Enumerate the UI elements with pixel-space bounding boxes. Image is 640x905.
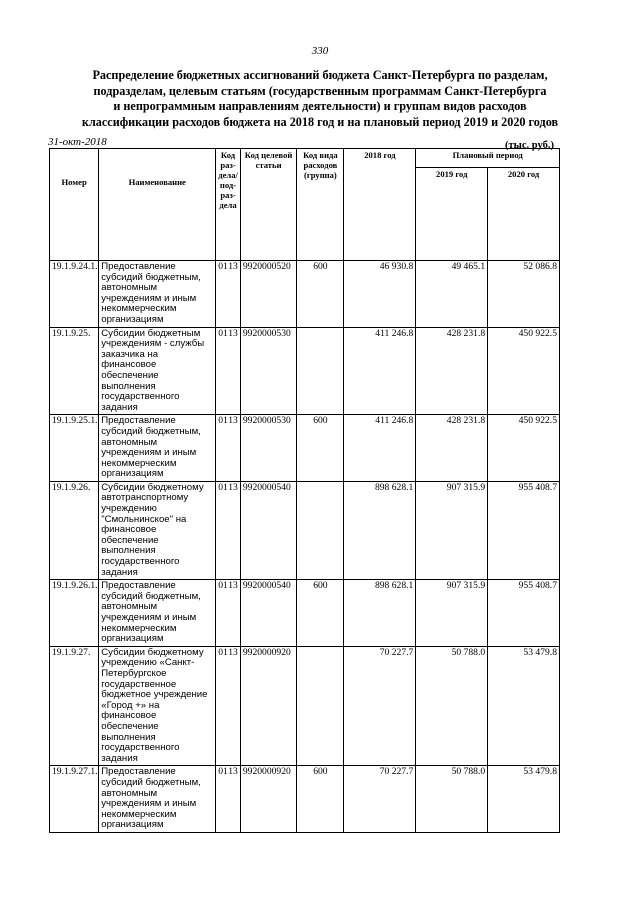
podrazdel-code: 13 <box>228 327 238 339</box>
row-amount-2020: 450 922.5 <box>488 415 560 482</box>
row-name: Предоставление субсидий бюджетным, автономным учреждениям и иным некоммерческим организациям <box>99 766 216 833</box>
row-number: 19.1.9.27.1. <box>50 766 99 833</box>
row-target-code: 9920000920 <box>240 646 296 766</box>
razdel-code: 01 <box>218 766 228 778</box>
row-section-code <box>216 415 241 482</box>
header-2018: 2018 год <box>344 149 416 261</box>
row-amount-2018: 898 628.1 <box>344 481 416 579</box>
row-amount-2018: 411 246.8 <box>344 415 416 482</box>
row-section-code <box>216 261 241 328</box>
row-target-code: 9920000520 <box>240 261 296 328</box>
table-body <box>50 261 560 833</box>
table-row <box>50 481 560 579</box>
title-line: подразделам, целевым статьям (государственным программам Санкт-Петербурга <box>93 83 547 98</box>
row-number: 19.1.9.27. <box>50 646 99 766</box>
row-section-code <box>216 766 241 833</box>
row-amount-2018: 70 227.7 <box>344 646 416 766</box>
header-section-code: Код раз-дела/ под-раз-дела <box>216 149 241 261</box>
razdel-code: 01 <box>218 646 228 658</box>
header-name: Наименование <box>99 149 216 261</box>
podrazdel-code: 13 <box>228 415 238 427</box>
row-amount-2020: 53 479.8 <box>488 646 560 766</box>
razdel-code: 01 <box>218 580 228 592</box>
razdel-code: 01 <box>218 415 228 427</box>
row-name: Предоставление субсидий бюджетным, автономным учреждениям и иным некоммерческим организациям <box>99 415 216 482</box>
row-name: Субсидии бюджетным учреждениям - службы заказчика на финансовое обеспечение выполнения государственного задания <box>99 327 216 415</box>
budget-table <box>49 148 560 833</box>
row-amount-2020: 955 408.7 <box>488 481 560 579</box>
podrazdel-code: 13 <box>228 481 238 493</box>
table-row <box>50 766 560 833</box>
row-expense-type <box>297 646 344 766</box>
row-amount-2020: 450 922.5 <box>488 327 560 415</box>
podrazdel-code: 13 <box>228 261 238 272</box>
row-amount-2019: 428 231.8 <box>416 327 488 415</box>
row-expense-type: 600 <box>297 415 344 482</box>
row-amount-2020: 52 086.8 <box>488 261 560 328</box>
header-2019: 2019 год <box>416 168 488 261</box>
row-expense-type <box>297 327 344 415</box>
razdel-code: 01 <box>218 261 228 272</box>
row-amount-2018: 70 227.7 <box>344 766 416 833</box>
row-target-code: 9920000920 <box>240 766 296 833</box>
row-name: Субсидии бюджетному учреждению «Санкт-Петербургское государственное бюджетное учреждение «Город +» на финансовое обеспечение выполнения государственного задания <box>99 646 216 766</box>
row-amount-2018: 411 246.8 <box>344 327 416 415</box>
header-number: Номер <box>50 149 99 261</box>
podrazdel-code: 13 <box>228 646 238 658</box>
row-name: Предоставление субсидий бюджетным, автономным учреждениям и иным некоммерческим организациям <box>99 580 216 647</box>
row-amount-2018: 898 628.1 <box>344 580 416 647</box>
row-target-code: 9920000530 <box>240 327 296 415</box>
table-row <box>50 327 560 415</box>
row-number: 19.1.9.25.1. <box>50 415 99 482</box>
table-row <box>50 646 560 766</box>
row-expense-type <box>297 481 344 579</box>
row-section-code <box>216 327 241 415</box>
row-number: 19.1.9.24.1. <box>50 261 99 328</box>
units-label: (тыс. руб.) <box>505 140 554 151</box>
razdel-code: 01 <box>218 481 228 493</box>
row-amount-2018: 46 930.8 <box>344 261 416 328</box>
row-amount-2019: 907 315.9 <box>416 481 488 579</box>
table-row <box>50 261 560 328</box>
title-line: Распределение бюджетных ассигнований бюджета Санкт-Петербурга по разделам, <box>92 68 548 82</box>
row-amount-2019: 428 231.8 <box>416 415 488 482</box>
row-amount-2020: 53 479.8 <box>488 766 560 833</box>
header-expense-type-code: Код вида расходов (группа) <box>297 149 344 261</box>
row-section-code <box>216 646 241 766</box>
table-row <box>50 580 560 647</box>
table-header <box>50 149 560 261</box>
row-name: Субсидии бюджетному автотранспортному учреждению "Смольнинское" на финансовое обеспечение выполнения государственного задания <box>99 481 216 579</box>
row-expense-type: 600 <box>297 261 344 328</box>
row-amount-2019: 50 788.0 <box>416 646 488 766</box>
row-amount-2019: 49 465.1 <box>416 261 488 328</box>
title-line: классификации расходов бюджета на 2018 год и на плановый период 2019 и 2020 годов <box>81 114 559 129</box>
row-target-code: 9920000540 <box>240 580 296 647</box>
row-target-code: 9920000540 <box>240 481 296 579</box>
row-amount-2019: 907 315.9 <box>416 580 488 647</box>
row-section-code <box>216 481 241 579</box>
row-amount-2019: 50 788.0 <box>416 766 488 833</box>
row-name: Предоставление субсидий бюджетным, автономным учреждениям и иным некоммерческим организациям <box>99 261 216 328</box>
header-plan-period: Плановый период <box>416 149 560 168</box>
header-2020: 2020 год <box>488 168 560 261</box>
document-title <box>60 68 580 130</box>
page-number: 330 <box>311 45 329 57</box>
row-amount-2020: 955 408.7 <box>488 580 560 647</box>
razdel-code: 01 <box>218 327 228 339</box>
row-target-code: 9920000530 <box>240 415 296 482</box>
podrazdel-code: 13 <box>228 766 238 778</box>
row-section-code <box>216 580 241 647</box>
row-number: 19.1.9.26.1. <box>50 580 99 647</box>
header-target-code: Код целевой статьи <box>240 149 296 261</box>
row-number: 19.1.9.26. <box>50 481 99 579</box>
row-expense-type: 600 <box>297 766 344 833</box>
title-line: и непрограммным направлениям деятельности) и группам видов расходов <box>113 99 527 113</box>
table-row <box>50 415 560 482</box>
row-number: 19.1.9.25. <box>50 327 99 415</box>
document-date: 31-окт-2018 <box>48 136 107 148</box>
row-expense-type: 600 <box>297 580 344 647</box>
podrazdel-code: 13 <box>228 580 238 592</box>
